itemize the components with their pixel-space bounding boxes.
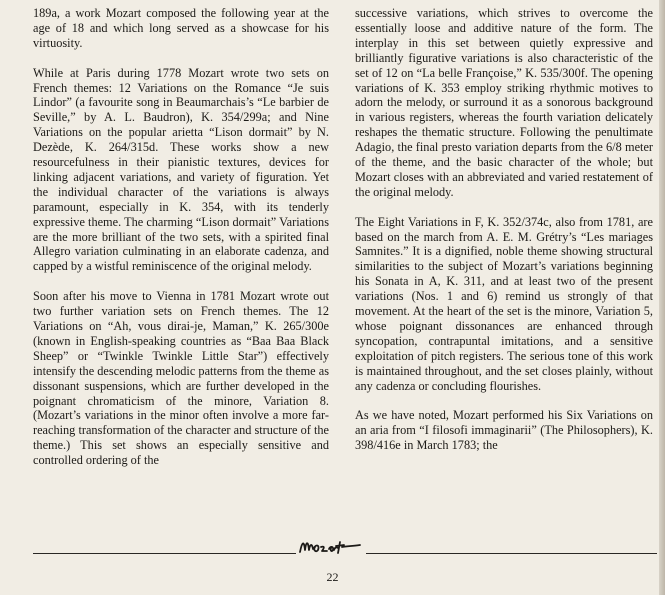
right-column bbox=[355, 6, 653, 453]
paragraph: successive variations, which strives to overcome the essentially loose and additive nature of the form. The interplay in this set between quietly expressive and brilliantly figurative variations is also characteristic of the set of 12 on “La belle Françoise,” K. 535/300f. The opening variations of K. 353 employ striking rhythmic motives to adorn the melody, or surround it as a sonorous background in various registers, whereas the fourth variation delicately reshapes the thematic structure. Following the penultimate Adagio, the final presto variation departs from the 6/8 meter of the theme, and the basic character of the whole; but Mozart closes with an abbreviated and varied restatement of the original melody. bbox=[355, 6, 653, 199]
page-edge bbox=[659, 0, 665, 595]
paragraph: The Eight Variations in F, K. 352/374c, also from 1781, are based on the march from A. E. M. Grétry’s “Les mariages Samnites.” It is a dignified, noble theme showing structural similarities to the subject of Mozart’s variations beginning his Sonata in A, K. 311, and at least two of the present variations (Nos. 1 and 6) remind us strongly of that movement. At the heart of the set is the minore, Variation 5, whose poignant dissonances are enhanced through syncopation, contrapuntal imitations, and a sensitive exploitation of pitch registers. The serious tone of this work is maintained throughout, and the set closes plainly, without any cadenza or concluding flourishes. bbox=[355, 214, 653, 393]
signature-icon bbox=[296, 534, 366, 560]
paragraph: While at Paris during 1778 Mozart wrote two sets on French themes: 12 Variations on the Romance “Je suis Lindor” (a favourite song in Beaumarchais’s “Le barbier de Seville,” by A. L. Baudron), K. 354/299a; and Nine Variations on the popular arietta “Lison dormait” by N. Dezède, K. 264/315d. These works show a new resourcefulness in their pianistic textures, devices for linking adjacent variations, and variety of figuration. Yet the individual character of the variations is always paramount, especially in K. 354, with its tenderly expressive theme. The charming “Lison dormait” Variations are the more brilliant of the two sets, with a spirited final Allegro variation culminating in an elaborate cadenza, and capped by a wistful reminiscence of the original melody. bbox=[33, 65, 329, 274]
mozart-signature-logo bbox=[296, 534, 366, 560]
paragraph: 189a, a work Mozart composed the following year at the age of 18 and which long served as a showcase for his virtuosity. bbox=[33, 6, 329, 50]
paragraph: Soon after his move to Vienna in 1781 Mozart wrote out two further variation sets on French themes. The 12 Variations on “Ah, vous dirai-je, Maman,” K. 265/300e (known in English-speaking countries as “Baa Baa Black Sheep” or “Twinkle Twinkle Little Star”) effectively intensify the descending melodic patterns from the theme as dissonant suspensions, which are further developed in the poignant chromaticism of the minore, Variation 8. (Mozart’s variations in the minor often involve a more far-reaching transformation of the character and structure of the theme.) This set shows an especially sensitive and controlled ordering of the bbox=[33, 289, 329, 468]
left-column bbox=[33, 6, 329, 468]
page-number: 22 bbox=[326, 570, 339, 584]
paragraph: As we have noted, Mozart performed his Six Variations on an aria from “I filosofi immaginarii” (The Philosophers), K. 398/416e in March 1783; the bbox=[355, 408, 653, 453]
